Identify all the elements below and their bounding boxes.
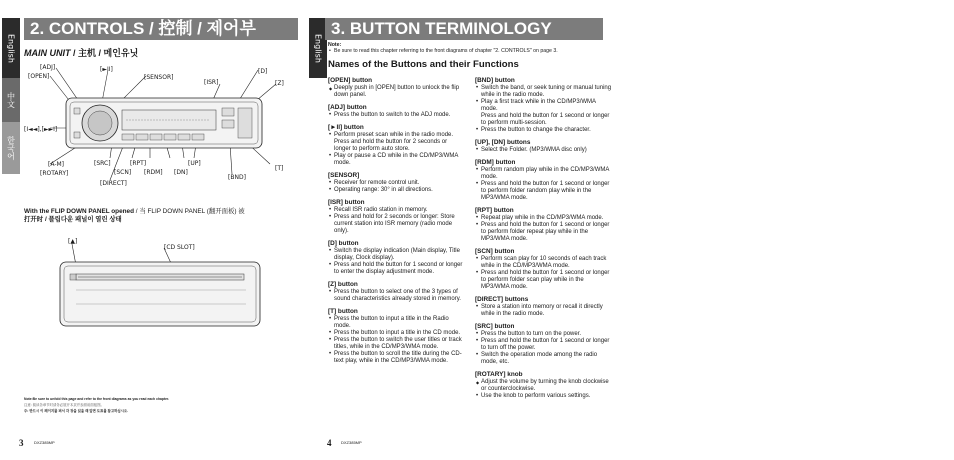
page-number: 3 [19,438,24,448]
page-number-right: 4 [327,438,332,448]
button-entry-title: [ISR] button [328,199,365,206]
button-entry-line: • Press the button to switch the user titles or track titles, while in the CD/MP3/WMA mode. [328,337,464,351]
button-list-col2 [475,77,612,405]
callout-adj: [ADJ] [40,64,56,71]
note-block [328,42,598,55]
button-entry-line: • Press and hold for 2 seconds or longer: Store current station into ISR memory (radio mode only). [328,214,464,235]
button-entry [475,207,612,243]
tab-english[interactable]: English [2,18,20,78]
button-entry-line: • Perform preset scan while in the radio mode. Press and hold the button for 2 seconds or longer to perform auto store. [328,132,464,153]
button-entry-title: [DIRECT] buttons [475,296,529,303]
button-entry [475,248,612,291]
language-tabs [2,18,20,174]
button-entry-line: • Operating range: 30° in all directions. [328,187,464,194]
button-entry-line: • Use the knob to perform various settings. [475,393,612,400]
callout-direct: [DIRECT] [100,180,127,187]
button-entry [475,323,612,366]
button-entry-line: • Press the button to input a title in the Radio mode. [328,316,464,330]
button-entry-title: [BND] button [475,77,515,84]
main-unit-translations: / 主机 / 메인유닛 [70,48,139,58]
main-unit-label: MAIN UNIT [24,48,71,58]
button-entry-line: • Select the Folder. (MP3/WMA disc only) [475,147,612,154]
tab-korean[interactable]: 한국어 [2,122,20,174]
button-entry-line: • Recall ISR radio station in memory. [328,207,464,214]
button-entry-subline: Press and hold the button for 1 second or longer to perform multi-session. [481,113,610,126]
button-entry-line: • Play a first track while in the CD/MP3/WMA mode. [475,99,612,113]
button-entry-line: • Press and hold the button for 1 second or longer to perform folder random play while in the MP3/WMA mode. [475,181,612,202]
right-page [313,0,954,460]
button-entry-line: • Switch the band, or seek tuning or manual tuning while in the radio mode. [475,85,612,99]
callout-cd-slot: [CD SLOT] [164,244,195,251]
model-number: DXZ385MP [34,440,55,445]
button-entry [475,139,612,154]
button-entry [328,199,464,235]
section-heading-right: 3. BUTTON TERMINOLOGY [325,18,603,40]
note-korean: 주: 반드시 이 페이지를 펴서 각 장을 읽을 때 앞면 도표를 참고하십시오. [24,409,129,413]
callout-bnd: [BND] [228,174,246,181]
button-entry [328,77,464,99]
callout-dn: [DN] [174,169,188,176]
button-entry-line: ◆ Deeply push in [OPEN] button to unlock the flip down panel. [328,85,464,99]
button-entry-title: [Z] button [328,281,358,288]
model-number-right: DXZ385MP [341,440,362,445]
button-entry-line: • Receiver for remote control unit. [328,180,464,187]
functions-subheading: Names of the Buttons and their Functions [328,59,519,70]
button-entry-title: [►II] button [328,124,364,131]
button-entry-title: [ROTARY] knob [475,371,523,378]
flip-caption-cn: / 当 FLIP DOWN PANEL (翻开面板) 被 [134,208,245,215]
callout-z: [Z] [275,80,284,87]
button-entry-line: • Press the button to turn on the power. [475,331,612,338]
button-entry-line: • Perform random play while in the CD/MP3/WMA mode. [475,167,612,181]
button-entry [328,104,464,119]
callout-rdm: [RDM] [144,169,163,176]
button-entry-title: [T] button [328,308,358,315]
callout-sensor: [SENSOR] [144,74,174,81]
button-entry [328,308,464,365]
callout-seek: [I◄◄],[►►I] [24,126,58,133]
button-entry [328,240,464,276]
flip-caption-kr: 打开时 / 플립다운 패널이 열린 상태 [24,216,122,223]
note-body: • Be sure to read this chapter referring to the front diagrams of chapter "2. CONTROLS" on page 3. [328,48,598,54]
button-entry-line: • Press the button to select one of the 3 types of sound characteristics already stored in memory. [328,289,464,303]
button-entry-line: • Press and hold the button for 1 second or longer to turn off the power. [475,338,612,352]
button-entry-line: • Perform scan play for 10 seconds of each track while in the CD/MP3/WMA mode. [475,256,612,270]
button-entry [475,159,612,202]
tab-chinese[interactable]: 中文 [2,78,20,122]
button-entry-title: [RPT] button [475,207,514,214]
button-entry-title: [UP], [DN] buttons [475,139,531,146]
callout-rotary: [ROTARY] [40,170,69,177]
callout-d: [D] [258,68,268,75]
tab-english-right[interactable]: English [309,18,327,78]
button-entry-title: [RDM] button [475,159,516,166]
callout-eject: [▲] [68,238,78,245]
button-entry-line: • Press the button to change the character. [475,127,612,134]
note-chinese: 注意: 阅读各章节时请务必展开本页并参照前面板图。 [24,403,104,407]
callout-play-pause: [►II] [100,66,113,73]
flip-panel-caption [24,208,294,224]
callout-isr: [ISR] [204,79,219,86]
button-entry-line: • Press and hold the button for 1 second or longer to perform folder repeat play while in the MP3/WMA mode. [475,222,612,243]
callout-up: [UP] [188,160,201,167]
button-entry-title: [D] button [328,240,359,247]
button-entry-line: • Switch the display indication (Main display, Title display, Clock display). [328,248,464,262]
button-entry-line: • Play or pause a CD while in the CD/MP3/WMA mode. [328,153,464,167]
button-entry-line: • Press the button to scroll the title during the CD-text play, while in the CD/MP3/WMA mode. [328,351,464,365]
button-entry [328,281,464,303]
button-entry-line: • Press and hold the button for 1 second or longer to enter the display adjustment mode. [328,262,464,276]
button-entry-line: • Repeat play while in the CD/MP3/WMA mode. [475,215,612,222]
button-entry-title: [SENSOR] [328,172,360,179]
section-heading: 2. CONTROLS / 控制 / 제어부 [24,18,298,40]
button-entry [328,172,464,194]
main-unit-heading [24,46,138,59]
button-entry [475,371,612,400]
callout-am: [A-M] [48,161,64,168]
button-entry-line: ◆ Adjust the volume by turning the knob clockwise or counterclockwise. [475,379,612,393]
flip-caption-en: With the FLIP DOWN PANEL opened [24,208,135,215]
button-entry-title: [SRC] button [475,323,515,330]
button-entry-line: • Press and hold the button for 1 second or longer to perform folder scan play while in the MP3/WMA mode. [475,270,612,291]
button-entry-line: • Press the button to switch to the ADJ mode. [328,112,464,119]
callout-open: [OPEN] [28,73,50,80]
callout-t: [T] [275,165,284,172]
callout-src: [SRC] [94,160,111,167]
button-entry-title: [OPEN] button [328,77,373,84]
button-entry [328,124,464,167]
button-entry-title: [SCN] button [475,248,515,255]
button-entry-line: • Press the button to input a title in the CD mode. [328,330,464,337]
button-entry [475,296,612,318]
callout-rpt: [RPT] [130,160,147,167]
note-english: Note:Be sure to unfold this page and refer to the front diagrams as you read each chapter. [24,397,170,401]
button-list-col1 [328,77,464,370]
button-entry-line: • Store a station into memory or recall it directly while in the radio mode. [475,304,612,318]
button-entry-title: [ADJ] button [328,104,367,111]
callout-scn: [SCN] [114,169,132,176]
button-entry [475,77,612,134]
button-entry-line: • Switch the operation mode among the radio mode, etc. [475,352,612,366]
note-title: Note: [328,42,342,48]
